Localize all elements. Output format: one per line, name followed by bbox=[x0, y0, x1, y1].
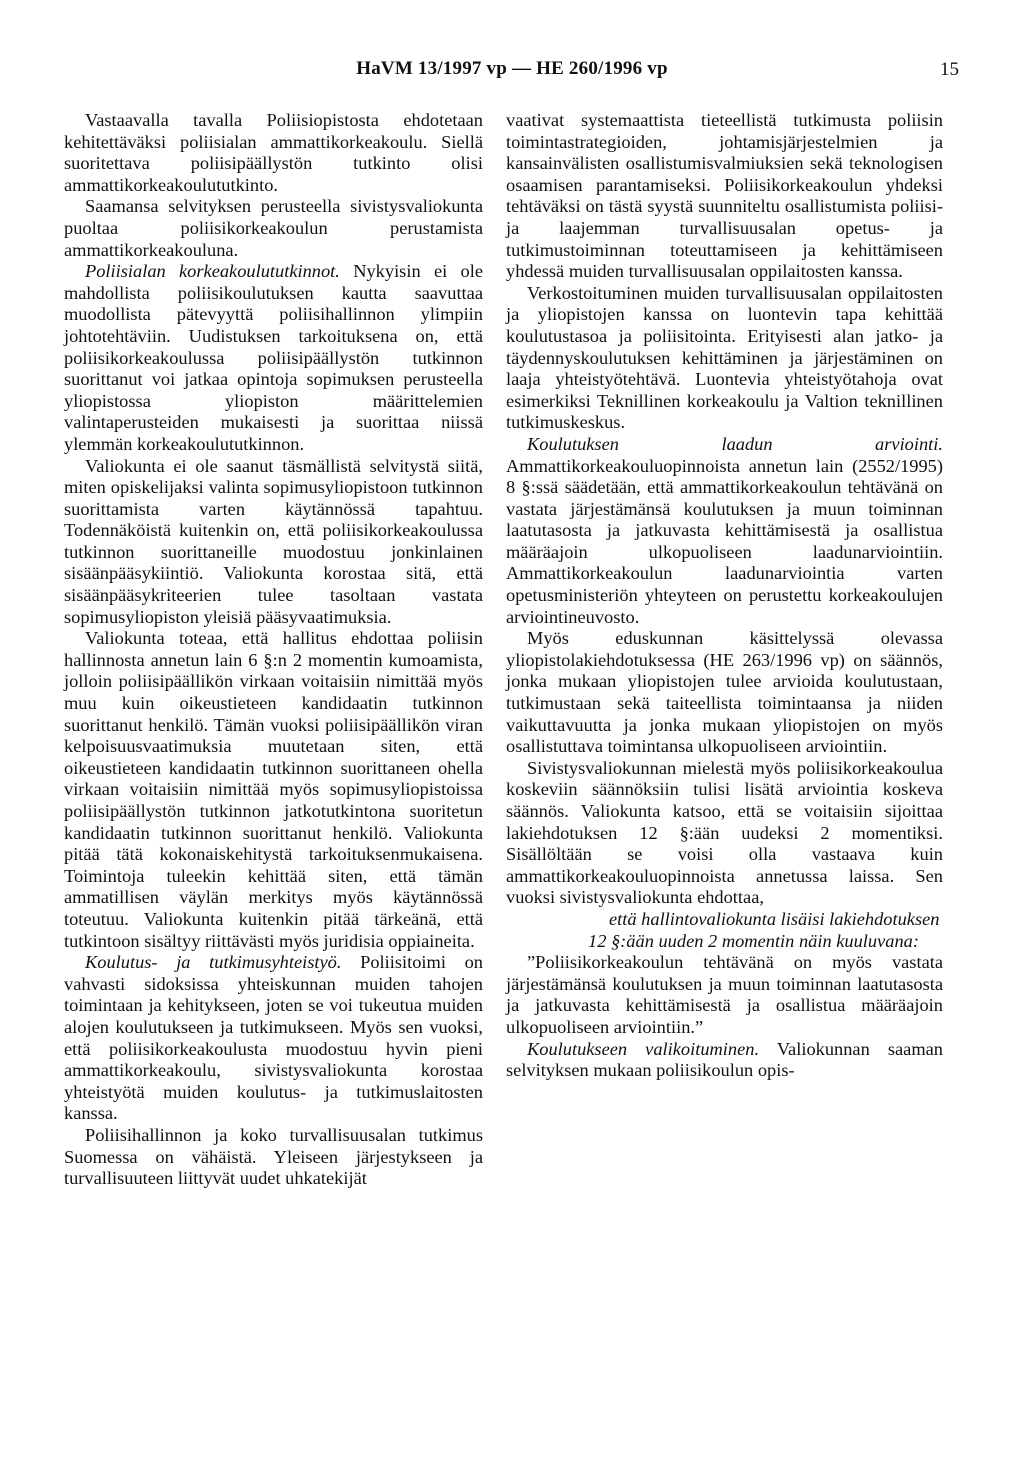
paragraph-text: Nykyisin ei ole mahdollista poliisikoulutuksen kautta saavuttaa muodollista pätevyyttä poliisihallinnon ylimpiin johtotehtäviin. Uudistuksen tarkoituksena on, että poliisikorkeakoulussa poliisipäällystön tutkinnon suorittanut voi jatkaa opintoja sopimuksen perusteella yliopistossa yliopiston määrittelemien valintaperusteiden mukaisesti ja suorittaa niissä ylemmän korkeakoulututkinnon. bbox=[64, 261, 483, 454]
paragraph-lead: Poliisialan korkeakoulututkinnot. bbox=[85, 261, 340, 282]
paragraph-text: Poliisihallinnon ja koko turvallisuusalan tutkimus Suomessa on vähäistä. Yleiseen järjestykseen ja turvallisuuteen liittyvät uudet uhkatekijät bbox=[64, 1124, 483, 1189]
proposal-clause: että hallintovaliokunta lisäisi lakiehdotuksen 12 §:ään uuden 2 momentin näin kuuluvana: bbox=[588, 908, 940, 951]
paragraph-text: Sivistysvaliokunnan mielestä myös poliisikorkeakoulua koskeviin säännöksiin tulisi lisätä arviointia koskeva säännös. Valiokunta katsoo, että se voitaisiin sijoittaa lakiehdotuksen 12 §:ään uudeksi 2 momentiksi. Sisällöltään se voisi olla vastaava kuin ammattikorkeakouluopinnoista annetussa laissa. Sen vuoksi sivistysvaliokunta ehdottaa, bbox=[506, 757, 943, 908]
paragraph-text: Poliisitoimi on vahvasti sidoksissa yhteiskunnan muiden tahojen toimintaan ja kehitykseen, joten se voi tukeutua muiden alojen koulutukseen ja tutkimukseen. Myös sen vuoksi, että poliisikorkeakoulusta muodostuu hyvin pieni ammattikorkeakoulu, sivistysvaliokunta korostaa yhteistyötä muiden koulutus- ja tutkimuslaitosten kanssa. bbox=[64, 952, 483, 1124]
paragraph-text: Valiokunta toteaa, että hallitus ehdottaa poliisin hallinnosta annetun lain 6 §:n 2 momentin kumoamista, jolloin poliisipäällikön virkaan voitaisiin nimittää myös muu kuin oikeustieteen kandidaatin tutkinnon suorittanut henkilö. Tämän vuoksi poliisipäällikön viran kelpoisuusvaatimuksia muutetaan siten, että oikeustieteen kandidaatin tutkinnon suorittaneen ohella virkaan voitaisiin nimittää myös sopimusyliopistoissa poliisipäällystön tutkinnon jatkotutkintona suoritetun kandidaatin tutkinnon suorittanut henkilö. Valiokunta pitää tätä kokonaiskehitystä tarkoituksenmukaisena. Toimintoja tuleekin kehittää siten, että tämän ammatillisen väylän merkitys myös käytännössä toteutuu. Valiokunta kuitenkin pitää tärkeänä, että tutkintoon sisältyy riittävästi myös juridisia oppiaineita. bbox=[64, 628, 483, 951]
quoted-provision: ”Poliisikorkeakoulun tehtävänä on myös vastata järjestämänsä koulutuksen ja muun toiminnan laatutasosta ja jatkuvasta kehittämisestä ja osallistua määräajoin ulkopuoliseen arviointiin.” bbox=[506, 952, 943, 1037]
paragraph-text: Vastaavalla tavalla Poliisiopistosta ehdotetaan kehitettäväksi poliisialan ammattikorkeakoulu. Siellä suoritettava poliisipäällystön tutkinto olisi ammattikorkeakoulututkinto. bbox=[64, 110, 483, 195]
paragraph bbox=[506, 110, 943, 283]
paragraph bbox=[64, 952, 483, 1125]
paragraph bbox=[506, 434, 943, 628]
page-number: 15 bbox=[940, 59, 959, 80]
paragraph-text: Valiokunta ei ole saanut täsmällistä selvitystä siitä, miten opiskelijaksi valinta sopimusyliopistoon tutkinnon suorittamista varten käytännössä tapahtuu. Todennäköistä kuitenkin on, että poliisikorkeakoulussa tutkinnon suorittaneille muodostuu jonkinlainen sisäänpääsykiintiö. Valiokunta korostaa sitä, että sisäänpääsykriteerien tulee tasoltaan vastata sopimusyliopiston yleisiä pääsyvaatimuksia. bbox=[64, 455, 483, 627]
paragraph-text: Ammattikorkeakouluopinnoista annetun lain (2552/1995) 8 §:ssä säädetään, että ammattikorkeakoulun tehtävänä on vastata järjestämänsä koulutuksen ja muun toiminnan laatutasosta ja jatkuvasta kehittämisestä ja osallistua määräajoin ulkopuoliseen laadunarviointiin. Ammattikorkeakoulun laadunarviointia varten opetusministeriön yhteyteen on perustettu korkeakoulujen arviointineuvosto. bbox=[506, 455, 943, 627]
paragraph-text: vaativat systemaattista tieteellistä tutkimusta poliisin toimintastrategioiden, johtamisjärjestelmien ja kansainvälisten osallistumisvalmiuksien sekä teknologisen osaamisen parantamiseksi. Poliisikorkeakoulun yhdeksi tehtäväksi on tästä syystä suunniteltu osallistumista poliisi- ja laajemman turvallisuusalan opetus- ja tutkimustoiminnan toteuttamiseen ja kehittämiseen yhdessä muiden turvallisuusalan oppilaitosten kanssa. bbox=[506, 110, 943, 282]
paragraph-lead: Koulutukseen valikoituminen. bbox=[527, 1038, 760, 1059]
paragraph-text: Verkostoituminen muiden turvallisuusalan oppilaitosten ja yliopistojen kanssa on luontevin tapa kehittää koulutustasoa ja poliisitointa. Erityisesti alan jatko- ja täydennyskoulutuksen kehittäminen ja järjestäminen on laaja yhteistyötehtävä. Luontevia yhteistyötahoja ovat esimerkiksi Teknillinen korkeakoulu ja Valtion teknillinen tutkimuskeskus. bbox=[506, 282, 943, 433]
paragraph bbox=[64, 261, 483, 455]
paragraph bbox=[506, 283, 943, 434]
paragraph-text: Myös eduskunnan käsittelyssä olevassa yliopistolakiehdotuksessa (HE 263/1996 vp) on säännös, jonka mukaan yliopistojen tulee arvioida koulutustaan, tutkimustaan sekä taiteellista toimintaansa ja niiden vaikuttavuutta ja jonka mukaan yliopistojen on myös osallistuttava toimintansa ulkopuoliseen arviointiin. bbox=[506, 628, 943, 757]
left-column bbox=[64, 110, 483, 1190]
paragraph-lead: Koulutus- ja tutkimusyhteistyö. bbox=[85, 952, 342, 973]
paragraph-lead: Koulutuksen laadun arviointi. bbox=[527, 433, 943, 454]
paragraph bbox=[64, 196, 483, 261]
paragraph-text: Valiokunnan saaman selvityksen mukaan poliisikoulun opis- bbox=[506, 1038, 943, 1081]
paragraph bbox=[506, 758, 943, 909]
running-header: HaVM 13/1997 vp — HE 260/1996 vp bbox=[356, 58, 668, 79]
paragraph bbox=[64, 628, 483, 952]
paragraph bbox=[64, 110, 483, 196]
paragraph bbox=[64, 1125, 483, 1190]
paragraph bbox=[506, 628, 943, 758]
right-column-paragraphs bbox=[506, 110, 943, 909]
paragraph bbox=[64, 456, 483, 629]
paragraph-text: Saamansa selvityksen perusteella sivistysvaliokunta puoltaa poliisikorkeakoulun perustamista ammattikorkeakouluna. bbox=[64, 196, 483, 260]
right-column bbox=[506, 110, 943, 1082]
paragraph bbox=[506, 1039, 943, 1082]
